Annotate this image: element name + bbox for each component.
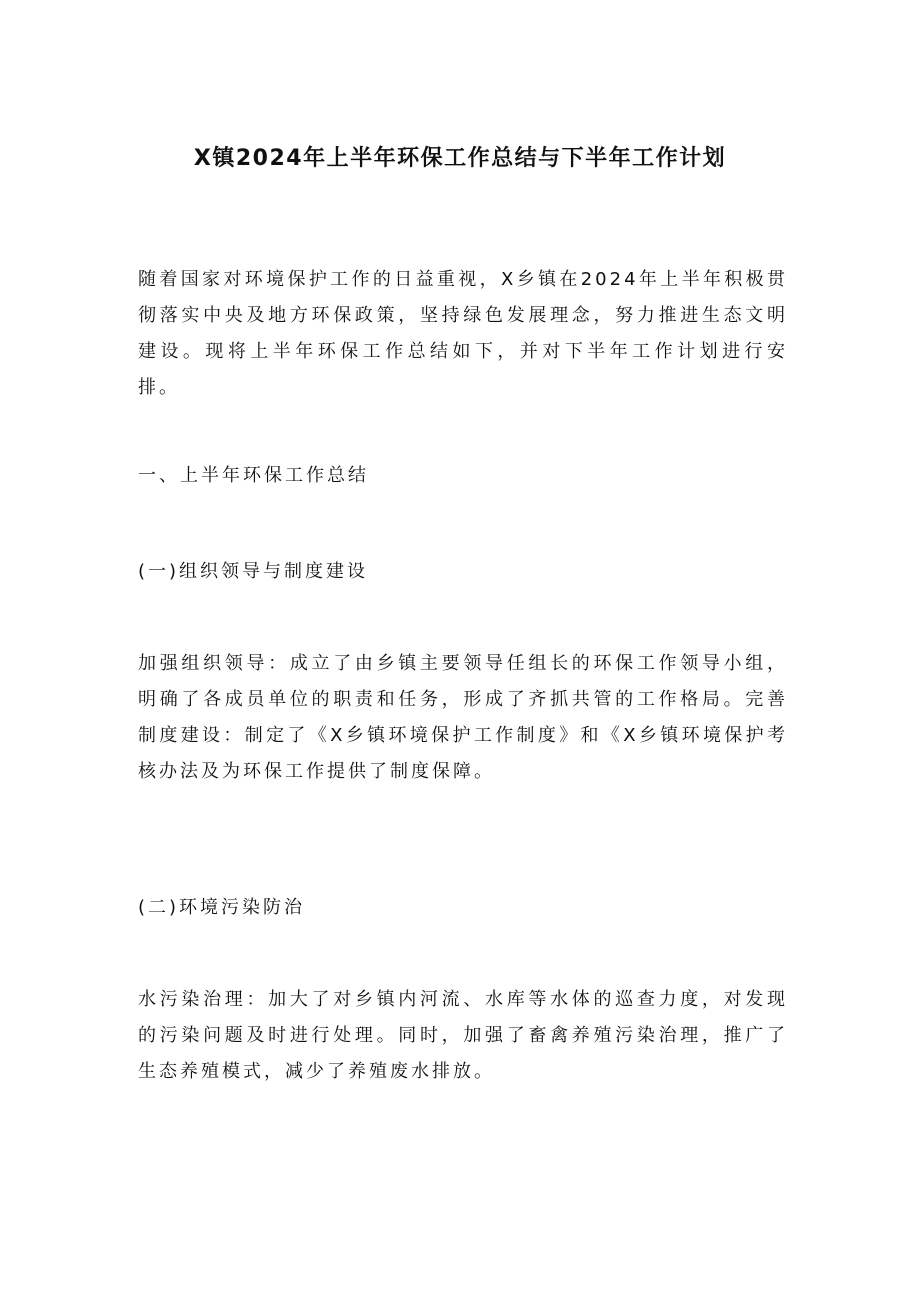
organization-paragraph: 加强组织领导：成立了由乡镇主要领导任组长的环保工作领导小组，明确了各成员单位的职责和任务，形成了齐抓共管的工作格局。完善制度建设：制定了《X乡镇环境保护工作制度》和《X乡镇环境保护考核办法及为环保工作提供了制度保障。 bbox=[138, 653, 788, 782]
subsection-heading-pollution: (二)环境污染防治 bbox=[138, 897, 306, 918]
section-heading-summary: 一、上半年环保工作总结 bbox=[138, 465, 369, 486]
subsection-heading-organization: (一)组织领导与制度建设 bbox=[138, 561, 369, 582]
document-title: X镇2024年上半年环保工作总结与下半年工作计划 bbox=[193, 146, 727, 171]
intro-paragraph: 随着国家对环境保护工作的日益重视，X乡镇在2024年上半年积极贯彻落实中央及地方环保政策，坚持绿色发展理念，努力推进生态文明建设。现将上半年环保工作总结如下，并对下半年工作计划进行安排。 bbox=[138, 269, 788, 398]
pollution-paragraph: 水污染治理：加大了对乡镇内河流、水库等水体的巡查力度，对发现的污染问题及时进行处理。同时，加强了畜禽养殖污染治理，推广了生态养殖模式，减少了养殖废水排放。 bbox=[138, 989, 788, 1082]
